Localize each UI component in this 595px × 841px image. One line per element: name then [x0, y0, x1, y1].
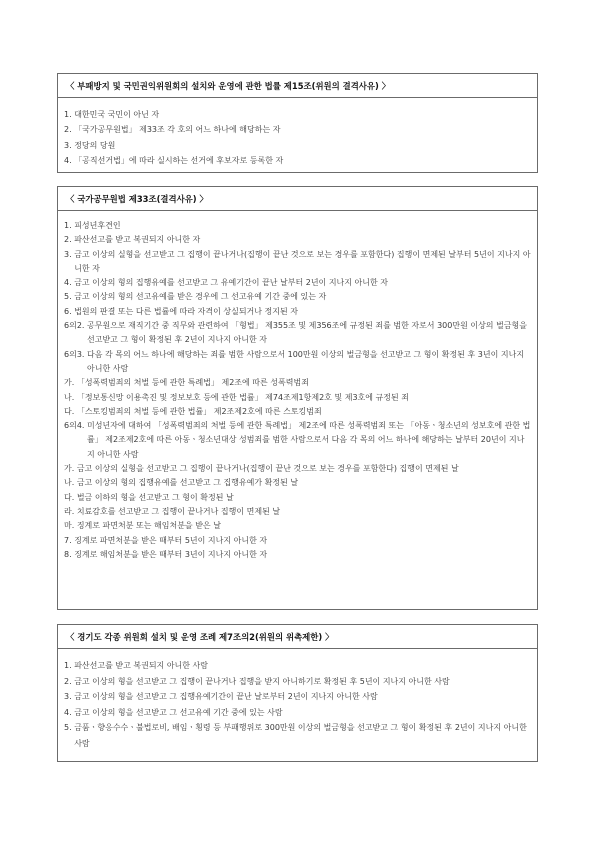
item-marker: 다.	[64, 406, 77, 416]
section-header	[58, 74, 537, 98]
close-bracket: 〉	[325, 631, 334, 642]
item-marker: 나.	[64, 392, 77, 402]
item-marker: 3.	[64, 692, 75, 702]
item-text: 금품ㆍ향응수수ㆍ불법로비, 배임ㆍ횡령 등 부패행위로 300만원 이상의 벌금형을 선고받고 그 형이 확정된 후 2년이 지나지 아니한 사람	[74, 723, 527, 748]
item-text: 정당의 당원	[74, 140, 116, 150]
list-item	[64, 405, 531, 419]
item-marker: 4.	[64, 155, 75, 165]
section-body	[58, 98, 537, 174]
item-text: 금고 이상의 실형을 선고받고 그 집행이 끝나거나(집행이 끝난 것으로 보는 경우를 포함한다) 집행이 면제된 날부터 5년이 지나지 아니한 자	[74, 249, 531, 273]
item-text: 금고 이상의 형의 집행유예를 선고받고 그 집행유예가 확정된 날	[76, 478, 299, 488]
list-item	[64, 319, 531, 348]
item-marker: 가.	[64, 464, 77, 474]
item-text: 벌금 이하의 형을 선고받고 그 형이 확정된 날	[76, 492, 234, 502]
item-marker: 다.	[64, 492, 77, 502]
item-text: 피성년후견인	[74, 221, 121, 230]
section-title: 경기도 각종 위원회 설치 및 운영 조례 제7조의2(위원의 위촉제한)	[77, 631, 323, 642]
section-header	[58, 625, 537, 649]
list-item	[64, 705, 531, 721]
item-marker: 6의4.	[64, 421, 87, 431]
list-item	[64, 248, 531, 277]
section-box-gyeonggi-committee-ordinance	[57, 624, 538, 762]
item-marker: 6.	[64, 306, 75, 316]
list-item	[64, 376, 531, 390]
list-item	[64, 276, 531, 290]
item-marker: 3.	[64, 249, 75, 259]
item-marker: 5.	[64, 292, 75, 302]
item-marker: 1.	[64, 221, 75, 230]
list-item	[64, 122, 531, 137]
list-item	[64, 391, 531, 405]
section-title: 부패방지 및 국민권익위원회의 설치와 운영에 관한 법률 제15조(위원의 결격사유)	[77, 80, 379, 91]
list-item	[64, 491, 531, 505]
open-bracket: 〈	[66, 193, 75, 204]
list-item	[64, 674, 531, 690]
section-header	[58, 187, 537, 211]
item-text: 법원의 판결 또는 다른 법률에 따라 자격이 상실되거나 정지된 자	[74, 306, 298, 316]
item-marker: 4.	[64, 707, 75, 717]
list-item	[64, 462, 531, 476]
item-text: 「공직선거법」에 따라 실시하는 선거에 후보자로 등록한 자	[74, 155, 284, 165]
item-text: 징계로 파면처분을 받은 때부터 5년이 지나지 아니한 자	[74, 535, 268, 545]
item-marker: 가.	[64, 378, 77, 388]
item-text: 「국가공무원법」 제33조 각 호의 어느 하나에 해당하는 자	[74, 125, 281, 135]
item-text: 징계로 해임처분을 받은 때부터 3년이 지나지 아니한 자	[74, 549, 268, 559]
item-marker: 라.	[64, 506, 77, 516]
list-item	[64, 153, 531, 168]
item-text: 금고 이상의 실형을 선고받고 그 집행이 끝나거나(집행이 끝난 것으로 보는 경우를 포함한다) 집행이 면제된 날	[76, 464, 459, 474]
list-item	[64, 689, 531, 705]
section-box-state-public-officials-act	[57, 186, 538, 610]
list-item	[64, 305, 531, 319]
item-text: 「성폭력범죄의 처벌 등에 관한 특례법」 제2조에 따른 성폭력범죄	[76, 378, 309, 388]
item-text: 치료감호를 선고받고 그 집행이 끝나거나 집행이 면제된 날	[76, 506, 281, 516]
item-text: 「스토킹범죄의 처벌 등에 관한 법률」 제2조제2호에 따른 스토킹범죄	[76, 406, 322, 416]
list-item	[64, 519, 531, 533]
item-text: 파산선고를 받고 복권되지 아니한 사람	[74, 661, 209, 670]
item-text: 금고 이상의 형의 선고유예를 받은 경우에 그 선고유예 기간 중에 있는 자	[74, 292, 327, 302]
list-item	[64, 233, 531, 247]
close-bracket: 〉	[199, 193, 208, 204]
item-text: 파산선고를 받고 복권되지 아니한 자	[74, 235, 201, 245]
list-item	[64, 548, 531, 562]
item-marker: 8.	[64, 549, 75, 559]
item-marker: 1.	[64, 110, 75, 119]
close-bracket: 〉	[381, 80, 391, 91]
item-text: 금고 이상의 형을 선고받고 그 집행이 끝나거나 집행을 받지 아니하기로 확정된 후 5년이 지나지 아니한 사람	[74, 676, 450, 686]
list-item	[64, 138, 531, 153]
item-text: 금고 이상의 형을 선고받고 그 선고유예 기간 중에 있는 사람	[74, 707, 283, 717]
list-item	[64, 505, 531, 519]
item-marker: 5.	[64, 723, 75, 733]
list-item	[64, 658, 531, 674]
item-text: 징계로 파면처분 또는 해임처분을 받은 날	[76, 521, 221, 531]
section-box-anti-corruption-act	[57, 73, 538, 173]
section-title: 국가공무원법 제33조(결격사유)	[77, 193, 197, 204]
item-text: 금고 이상의 형을 선고받고 그 집행유예기간이 끝난 날로부터 2년이 지나지 아니한 사람	[74, 692, 378, 702]
item-marker: 나.	[64, 478, 77, 488]
item-marker: 6의2.	[64, 321, 87, 331]
item-marker: 마.	[64, 521, 77, 531]
item-text: 공무원으로 재직기간 중 직무와 관련하여 「형법」 제355조 및 제356조에 규정된 죄를 범한 자로서 300만원 이상의 벌금형을 선고받고 그 형이 확정된 후 2년이 지나지 아니한 자	[87, 321, 527, 345]
item-marker: 2.	[64, 676, 75, 686]
list-item	[64, 290, 531, 304]
item-marker: 7.	[64, 535, 75, 545]
item-marker: 3.	[64, 140, 75, 150]
list-item	[64, 107, 531, 122]
item-text: 다음 각 목의 어느 하나에 해당하는 죄를 범한 사람으로서 100만원 이상의 벌금형을 선고받고 그 형이 확정된 후 3년이 지나지 아니한 사람	[87, 349, 525, 373]
open-bracket: 〈	[66, 631, 75, 642]
section-body	[58, 211, 537, 568]
item-text: 미성년자에 대하여 「성폭력범죄의 처벌 등에 관한 특례법」 제2조에 따른 성폭력범죄 또는 「아동ㆍ청소년의 성보호에 관한 법률」 제2조제2호에 따른 아동ㆍ청소년대상 성범죄를 범한 사람으로서 다음 각 목의 어느 하나에 해당하는 날부터 20년이 지나지 아니한 사람	[87, 421, 531, 459]
list-item	[64, 419, 531, 462]
section-body	[58, 649, 537, 758]
item-marker: 2.	[64, 235, 75, 245]
list-item	[64, 720, 531, 751]
open-bracket: 〈	[66, 80, 75, 91]
item-marker: 4.	[64, 278, 75, 288]
list-item	[64, 219, 531, 233]
item-text: 「정보통신망 이용촉진 및 정보보호 등에 관한 법률」 제74조제1항제2호 및 제3호에 규정된 죄	[76, 392, 409, 402]
list-item	[64, 534, 531, 548]
item-text: 금고 이상의 형의 집행유예를 선고받고 그 유예기간이 끝난 날부터 2년이 지나지 아니한 자	[74, 278, 388, 288]
item-marker: 1.	[64, 661, 75, 670]
list-item	[64, 348, 531, 377]
item-marker: 2.	[64, 125, 75, 135]
list-item	[64, 476, 531, 490]
item-marker: 6의3.	[64, 349, 87, 359]
item-text: 대한민국 국민이 아닌 자	[74, 110, 160, 119]
